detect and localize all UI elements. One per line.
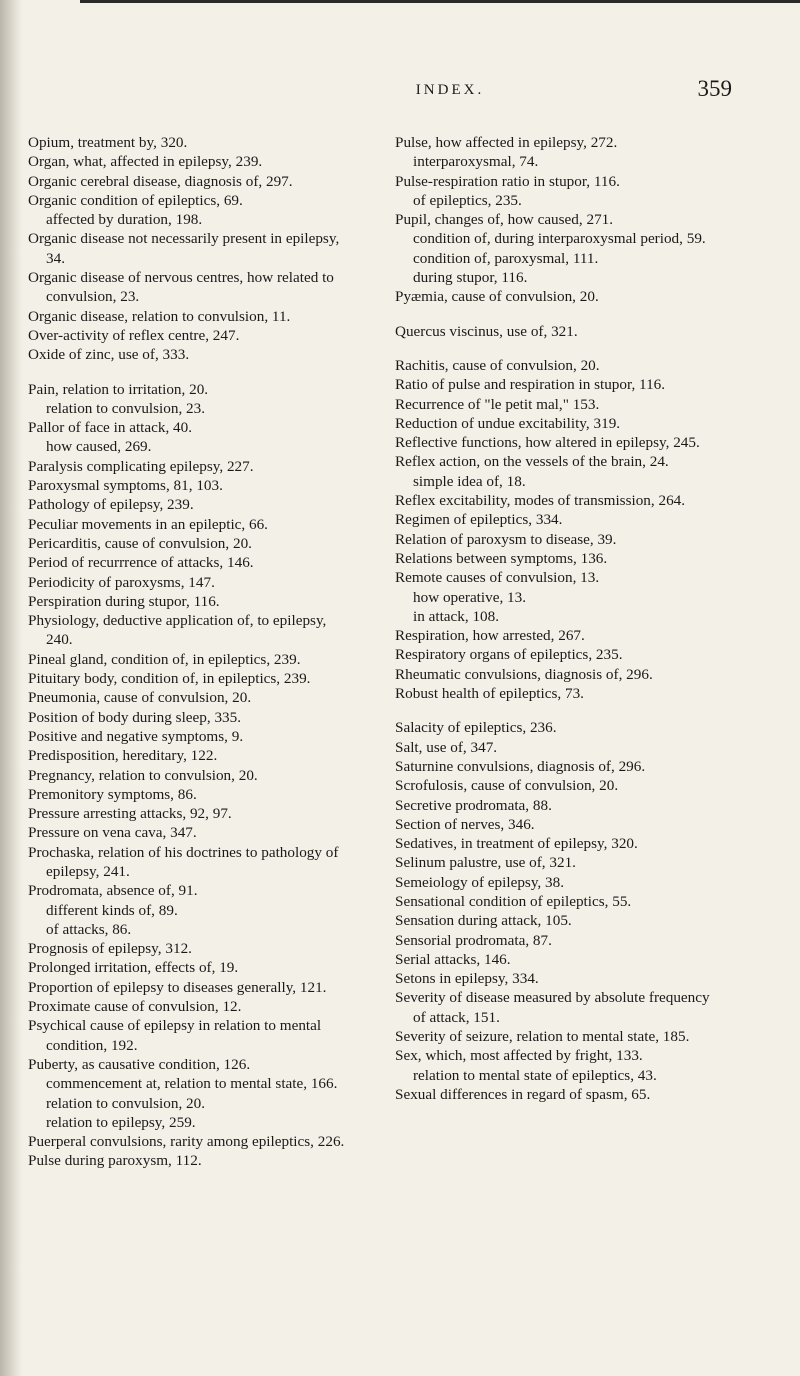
index-entry: Severity of seizure, relation to mental state, 185. [395,1028,690,1046]
index-entry: Pulse, how affected in epilepsy, 272. [395,134,618,151]
index-entry: Pathology of epilepsy, 239. [28,496,194,514]
index-entry: Regimen of epileptics, 334. [395,511,563,529]
index-entry: Opium, treatment by, 320. [28,134,188,151]
index-entry: Sensational condition of epileptics, 55. [395,892,632,910]
index-subentry: simple idea of, 18. [413,472,526,490]
index-entry: Pupil, changes of, how caused, 271. [395,211,614,229]
index-entry: Sedatives, in treatment of epilepsy, 320. [395,835,638,853]
index-entry: Paroxysmal symptoms, 81, 103. [28,477,223,495]
top-rule [80,0,800,3]
index-entry: Selinum palustre, use of, 321. [395,854,576,872]
index-entry: Puerperal convulsions, rarity among epileptics, 226. [28,1133,345,1151]
index-entry: Reduction of undue excitability, 319. [395,414,621,432]
index-entry: Puberty, as causative condition, 126. [28,1055,251,1073]
index-entry: Relations between symptoms, 136. [395,549,608,567]
index-entry: Over-activity of reflex centre, 247. [28,326,240,344]
index-entry: Psychical cause of epilepsy in relation to mental condition, 192. [28,1017,322,1054]
index-entry: Recurrence of "le petit mal," 153. [395,395,600,413]
index-entry: Sexual differences in regard of spasm, 65. [395,1085,651,1103]
index-entry: Pulse-respiration ratio in stupor, 116. [395,172,620,190]
index-subentry: relation to convulsion, 20. [46,1094,206,1112]
index-subentry: how operative, 13. [413,588,527,606]
index-entry: Respiration, how arrested, 267. [395,627,585,645]
index-entry: Ratio of pulse and respiration in stupor, 116. [395,376,666,394]
letter-section-gap [395,341,725,356]
index-entry: Organic disease, relation to convulsion, 11. [28,307,291,325]
index-entry: Pericarditis, cause of convulsion, 20. [28,534,252,552]
index-entry: Premonitory symptoms, 86. [28,785,197,803]
index-entry: Pineal gland, condition of, in epileptics, 239. [28,650,301,668]
index-entry: Pyæmia, cause of convulsion, 20. [395,288,599,306]
running-head: INDEX. [415,82,485,98]
index-entry: Period of recurrrence of attacks, 146. [28,554,254,572]
index-entry: Setons in epilepsy, 334. [395,970,539,988]
index-entry: Salacity of epileptics, 236. [395,719,557,737]
index-subentry: relation to convulsion, 23. [46,399,206,417]
index-subentry: different kinds of, 89. [46,901,178,919]
index-entry: Peculiar movements in an epileptic, 66. [28,515,268,533]
index-subentry: condition of, during interparoxysmal period, 59. [413,230,706,248]
index-subentry: affected by duration, 198. [46,211,203,229]
index-entry: Robust health of epileptics, 73. [395,685,584,703]
letter-section-gap [395,307,725,322]
index-entry: Prognosis of epilepsy, 312. [28,940,192,958]
index-entry: Sex, which, most affected by fright, 133. [395,1047,643,1065]
index-column-right [395,133,725,1104]
index-entry: Positive and negative symptoms, 9. [28,727,244,745]
index-entry: Severity of disease measured by absolute frequency of attack, 151. [395,989,710,1026]
index-entry: Salt, use of, 347. [395,738,498,756]
index-entry: Section of nerves, 346. [395,815,535,833]
index-entry: Physiology, deductive application of, to epilepsy, 240. [28,612,327,649]
index-subentry: commencement at, relation to mental state, 166. [46,1075,338,1093]
index-entry: Secretive prodromata, 88. [395,796,552,814]
index-entry: Prolonged irritation, effects of, 19. [28,959,239,977]
index-entry: Semeiology of epilepsy, 38. [395,873,565,891]
index-subentry: relation to epilepsy, 259. [46,1113,196,1131]
index-entry: Organic disease not necessarily present in epilepsy, 34. [28,230,340,267]
index-entry: Organic disease of nervous centres, how related to convulsion, 23. [28,269,334,306]
index-entry: Respiratory organs of epileptics, 235. [395,646,623,664]
index-entry: Organic cerebral disease, diagnosis of, 297. [28,172,293,190]
index-entry: Predisposition, hereditary, 122. [28,747,218,765]
index-entry: Paralysis complicating epilepsy, 227. [28,457,254,475]
index-entry: Serial attacks, 146. [395,950,511,968]
binding-shadow [0,0,22,1376]
index-entry: Reflective functions, how altered in epilepsy, 245. [395,434,700,452]
index-entry: Rachitis, cause of convulsion, 20. [395,356,600,374]
index-entry: Pituitary body, condition of, in epileptics, 239. [28,670,311,688]
page-number: 359 [697,76,732,101]
index-entry: Scrofulosis, cause of convulsion, 20. [395,777,619,795]
index-entry: Pallor of face in attack, 40. [28,419,193,437]
index-entry: Perspiration during stupor, 116. [28,592,220,610]
index-subentry: relation to mental state of epileptics, 43. [413,1066,657,1084]
letter-section-gap [28,365,346,380]
index-entry: Pressure arresting attacks, 92, 97. [28,805,232,823]
index-entry: Proximate cause of convulsion, 12. [28,998,242,1016]
index-entry: Position of body during sleep, 335. [28,708,242,726]
index-subentry: interparoxysmal, 74. [413,153,539,171]
index-entry: Prochaska, relation of his doctrines to pathology of epilepsy, 241. [28,843,339,880]
index-entry: Pneumonia, cause of convulsion, 20. [28,689,252,707]
index-entry: Organic condition of epileptics, 69. [28,191,243,209]
index-entry: Sensation during attack, 105. [395,912,572,930]
index-entry: Sensorial prodromata, 87. [395,931,552,949]
index-entry: Pulse during paroxysm, 112. [28,1152,202,1170]
index-subentry: condition of, paroxysmal, 111. [413,249,599,267]
index-subentry: how caused, 269. [46,438,152,456]
index-entry: Pain, relation to irritation, 20. [28,380,209,398]
index-entry: Reflex excitability, modes of transmission, 264. [395,492,686,510]
index-entry: Pregnancy, relation to convulsion, 20. [28,766,258,784]
index-entry: Saturnine convulsions, diagnosis of, 296. [395,757,646,775]
index-entry: Prodromata, absence of, 91. [28,882,198,900]
index-entry: Periodicity of paroxysms, 147. [28,573,215,591]
index-entry: Oxide of zinc, use of, 333. [28,346,190,364]
index-entry: Pressure on vena cava, 347. [28,824,197,842]
index-subentry: of epileptics, 235. [413,191,522,209]
index-column-left [28,133,346,1171]
index-entry: Proportion of epilepsy to diseases generally, 121. [28,978,327,996]
index-entry: Reflex action, on the vessels of the brain, 24. [395,453,669,471]
index-entry: Rheumatic convulsions, diagnosis of, 296. [395,665,653,683]
index-entry: Relation of paroxysm to disease, 39. [395,530,617,548]
index-entry: Quercus viscinus, use of, 321. [395,322,578,340]
index-entry: Remote causes of convulsion, 13. [395,569,600,587]
letter-section-gap [395,703,725,718]
index-subentry: of attacks, 86. [46,920,132,938]
index-subentry: during stupor, 116. [413,269,528,287]
index-entry: Organ, what, affected in epilepsy, 239. [28,153,263,171]
index-subentry: in attack, 108. [413,607,500,625]
